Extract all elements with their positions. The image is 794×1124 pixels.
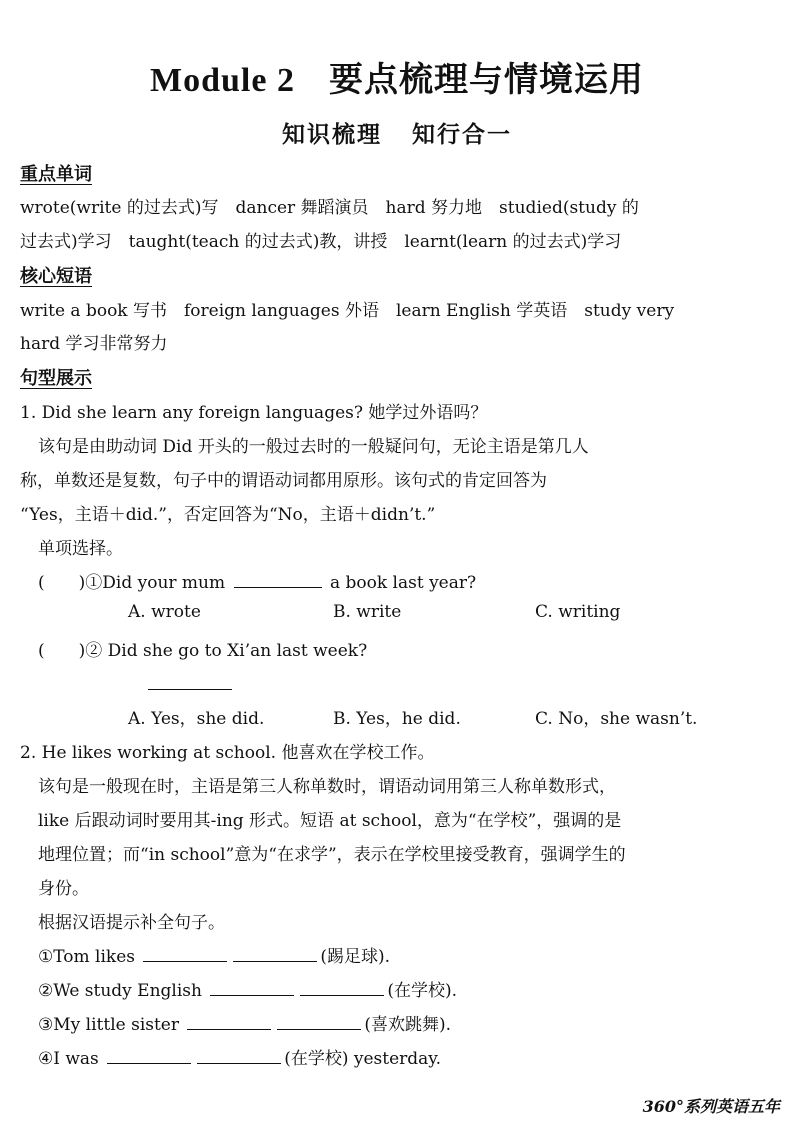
module-topic: 要点梳理与情境运用: [328, 62, 644, 99]
subtitle-part1: 知识梳理: [282, 121, 382, 148]
item1-task: 单项选择。: [38, 539, 123, 559]
q1-blank[interactable]: [234, 571, 322, 588]
module-label: Module 2: [150, 62, 295, 99]
q2-blank[interactable]: [148, 689, 232, 690]
answer-bracket-2[interactable]: ( )②: [38, 641, 103, 661]
words-line-2: 过去式)学习 taught(teach 的过去式)教，讲授 learnt(learn 的过去式)学习: [20, 232, 622, 252]
f2-blank-1[interactable]: [210, 979, 294, 996]
item2-fill-2: [38, 976, 457, 1001]
subtitle-part2: 知行合一: [412, 121, 512, 148]
item2-explain-3: 地理位置；而“in school”意为“在求学”，表示在学校里接受教育，强调学生的: [38, 845, 626, 865]
q2-text: Did she go to Xi’an last week?: [107, 641, 368, 661]
item2-fill-3: [38, 1010, 451, 1035]
f1-blank-2[interactable]: [233, 945, 317, 962]
f3-blank-2[interactable]: [277, 1013, 361, 1030]
item1-explain-3: “Yes，主语＋did.”，否定回答为“No，主语＋didn’t.”: [20, 505, 436, 525]
item2-task: 根据汉语提示补全句子。: [38, 913, 225, 933]
f1-blank-1[interactable]: [143, 945, 227, 962]
q2-option-b[interactable]: B. Yes，he did.: [333, 709, 461, 729]
item1-question-2: [38, 636, 367, 661]
q2-option-c[interactable]: C. No，she wasn’t.: [535, 709, 698, 729]
answer-bracket-1[interactable]: ( )①: [38, 573, 103, 593]
page-title: [0, 52, 794, 101]
f4-hint: (在学校) yesterday.: [284, 1049, 442, 1069]
q1-option-c[interactable]: C. writing: [535, 602, 621, 622]
f4-blank-1[interactable]: [107, 1047, 191, 1064]
f1-hint: (踢足球).: [320, 947, 391, 967]
item2-explain-1: 该句是一般现在时，主语是第三人称单数时，谓语动词用第三人称单数形式，: [38, 777, 616, 797]
section-heading-patterns: 句型展示: [20, 368, 92, 389]
item1-explain-1: 该句是由助动词 Did 开头的一般过去时的一般疑问句，无论主语是第几人: [38, 437, 589, 457]
q2-option-a[interactable]: A. Yes，she did.: [128, 709, 265, 729]
f2-blank-2[interactable]: [300, 979, 384, 996]
f2-text: ②We study English: [38, 981, 202, 1001]
item2-explain-4: 身份。: [38, 879, 89, 899]
item2-fill-1: [38, 942, 390, 967]
f2-hint: (在学校).: [387, 981, 458, 1001]
f1-text: ①Tom likes: [38, 947, 135, 967]
page-footer: 360°系列英语五年: [642, 1097, 780, 1116]
item2-sentence: 2. He likes working at school. 他喜欢在学校工作。: [20, 743, 435, 763]
f3-text: ③My little sister: [38, 1015, 179, 1035]
item1-question-1: [38, 568, 476, 593]
q1-text-after: a book last year?: [329, 573, 477, 593]
f4-blank-2[interactable]: [197, 1047, 281, 1064]
q1-text-before: Did your mum: [102, 573, 226, 593]
q1-option-a[interactable]: A. wrote: [128, 602, 201, 622]
section-heading-words: 重点单词: [20, 164, 92, 185]
section-heading-phrases: 核心短语: [20, 266, 92, 287]
page-subtitle: [0, 116, 794, 149]
item1-explain-2: 称，单数还是复数，句子中的谓语动词都用原形。该句式的肯定回答为: [20, 471, 547, 491]
item2-fill-4: [38, 1044, 441, 1069]
item1-sentence: 1. Did she learn any foreign languages? 她学过外语吗？: [20, 403, 488, 423]
phrases-line-2: hard 学习非常努力: [20, 334, 168, 354]
f3-hint: (喜欢跳舞).: [364, 1015, 452, 1035]
f4-text: ④I was: [38, 1049, 99, 1069]
f3-blank-1[interactable]: [187, 1013, 271, 1030]
item2-explain-2: like 后跟动词时要用其-ing 形式。短语 at school，意为“在学校”，强调的是: [38, 811, 622, 831]
phrases-line-1: write a book 写书 foreign languages 外语 learn English 学英语 study very: [20, 301, 675, 321]
q1-option-b[interactable]: B. write: [333, 602, 402, 622]
words-line-1: wrote(write 的过去式)写 dancer 舞蹈演员 hard 努力地 studied(study 的: [20, 198, 639, 218]
